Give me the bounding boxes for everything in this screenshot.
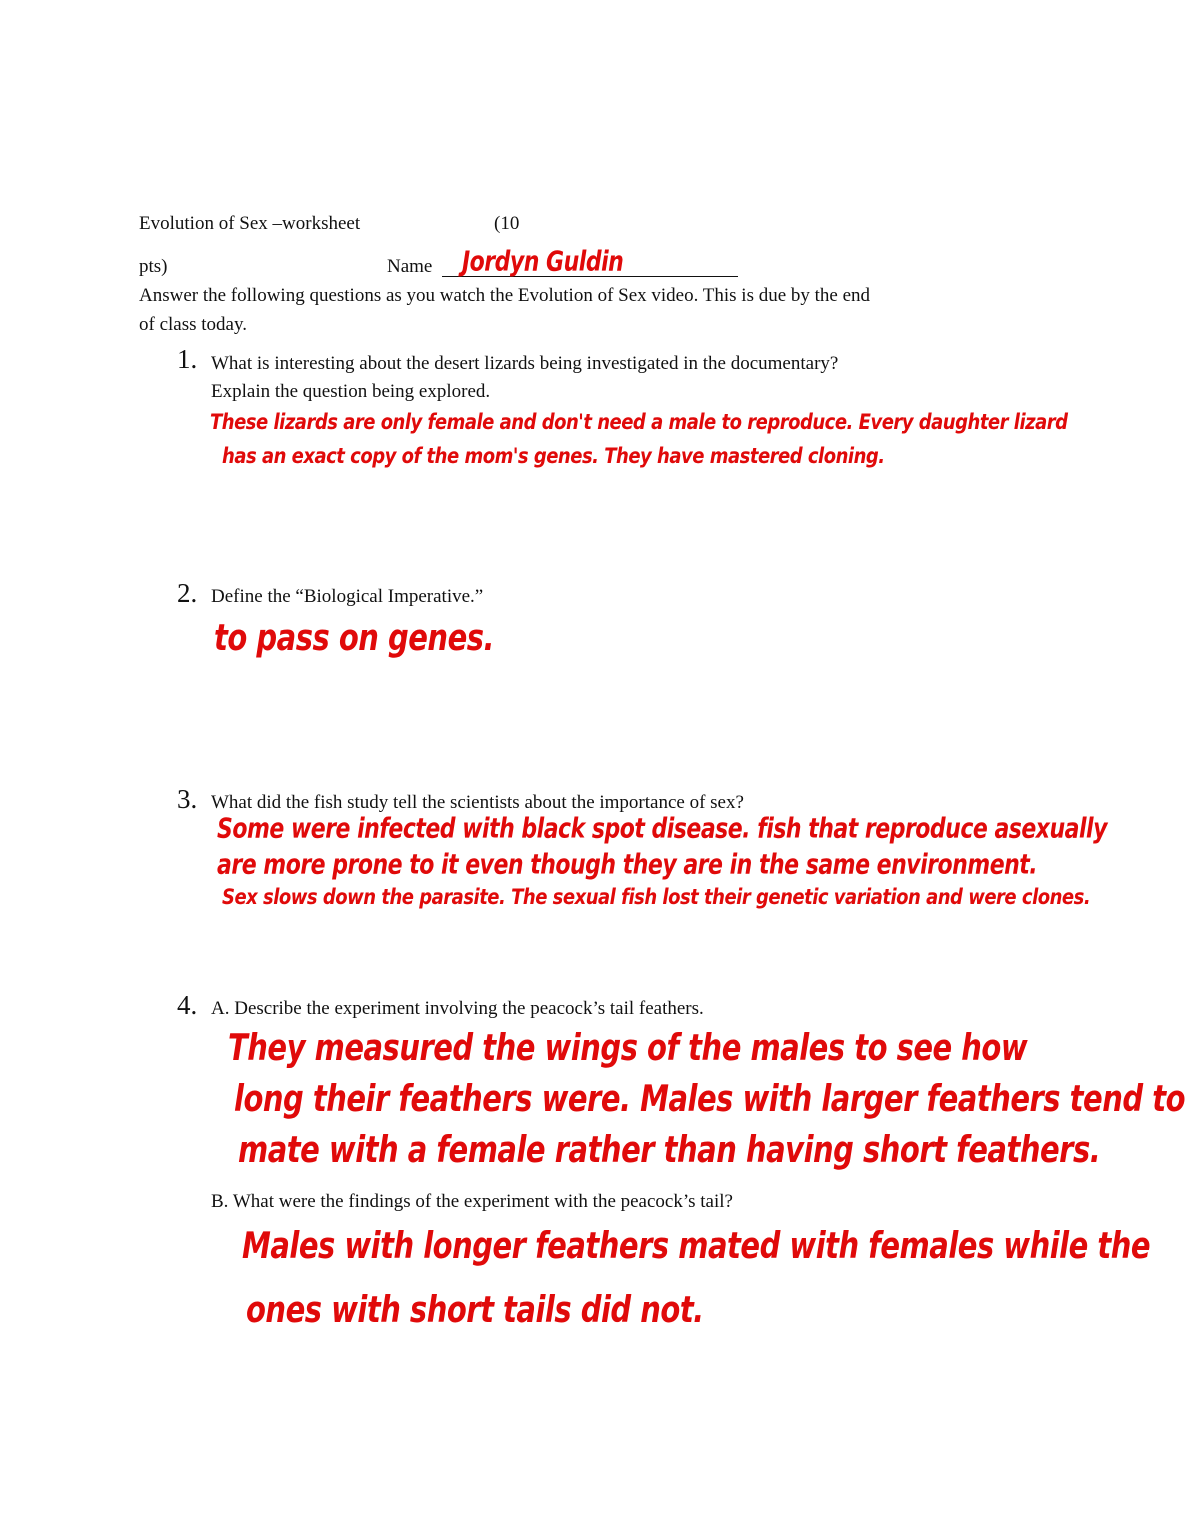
answer-4b-line-2: ones with short tails did not. (246, 1288, 704, 1331)
answer-3-line-3: Sex slows down the parasite. The sexual fish lost their genetic variation and were clones. (222, 884, 1091, 910)
student-name-handwritten: Jordyn Guldin (462, 246, 624, 278)
question-1-text-line-1: What is interesting about the desert lizards being investigated in the documentary? (211, 353, 839, 374)
question-3-text: What did the fish study tell the scientists about the importance of sex? (211, 792, 744, 813)
question-2-number: 2. (177, 578, 198, 608)
answer-3-line-2: are more prone to it even though they are in the same environment. (217, 849, 1038, 881)
question-4a-text: A. Describe the experiment involving the peacock’s tail feathers. (211, 998, 704, 1019)
instructions-line-1: Answer the following questions as you watch the Evolution of Sex video. This is due by the end (139, 285, 871, 306)
answer-3-line-1: Some were infected with black spot disease. fish that reproduce asexually (217, 813, 1107, 845)
question-4b-text: B. What were the findings of the experiment with the peacock’s tail? (211, 1191, 733, 1212)
question-4-number: 4. (177, 990, 198, 1020)
points-value-end: pts) (139, 256, 168, 277)
question-2-text: Define the “Biological Imperative.” (211, 586, 484, 607)
name-label: Name (387, 256, 433, 277)
answer-4a-line-2: long their feathers were. Males with larger feathers tend to (234, 1077, 1185, 1120)
answer-1-line-2: has an exact copy of the mom's genes. They have mastered cloning. (222, 443, 885, 469)
answer-4b-line-1: Males with longer feathers mated with females while the (242, 1224, 1151, 1267)
instructions-line-2: of class today. (139, 314, 247, 335)
question-1-text-line-2: Explain the question being explored. (211, 381, 491, 402)
question-3-number: 3. (177, 784, 198, 814)
question-1-number: 1. (177, 344, 198, 374)
points-value-start: (10 (494, 213, 520, 234)
answer-4a-line-3: mate with a female rather than having short feathers. (238, 1128, 1101, 1171)
worksheet-title: Evolution of Sex –worksheet (139, 213, 361, 234)
answer-1-line-1: These lizards are only female and don't need a male to reproduce. Every daughter lizard (210, 409, 1068, 435)
answer-4a-line-1: They measured the wings of the males to see how (228, 1026, 1028, 1069)
answer-2-line-1: to pass on genes. (214, 616, 495, 659)
